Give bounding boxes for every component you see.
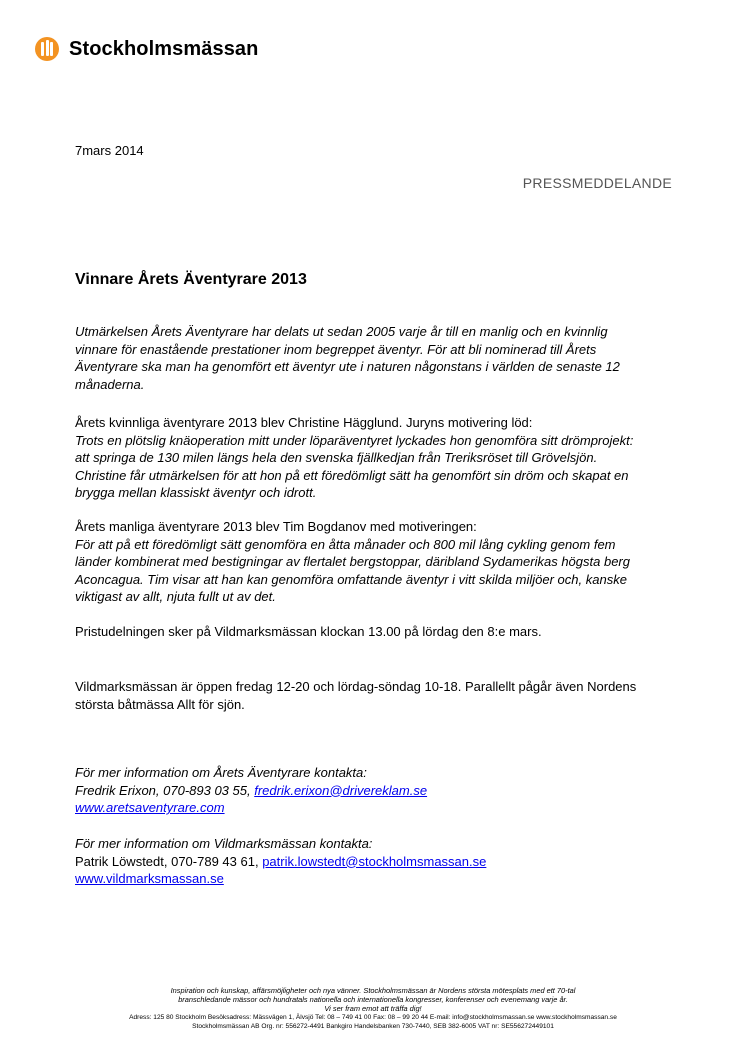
logo	[35, 37, 258, 61]
contact-web	[75, 870, 675, 888]
male-winner-paragraph	[75, 518, 675, 606]
contact-heading: För mer information om Vildmarksmässan kontakta:	[75, 836, 373, 851]
footer	[0, 986, 746, 1031]
logo-text: Stockholmsmässan	[69, 37, 259, 60]
text-line: Äventyrare ska man ha genomfört ett äventyr ute i naturen någonstans i världen de senaste 12	[75, 359, 620, 375]
footer-line: Inspiration och kunskap, affärsmöjligheter och nya vänner. Stockholmsmässan är Nordens största mötesplats med ett 70-tal	[170, 986, 576, 995]
date: 7mars 2014	[75, 143, 144, 158]
page-title: Vinnare Årets Äventyrare 2013	[75, 271, 307, 288]
text-line: Trots en plötslig knäoperation mitt under löparäventyret lyckades hon genomföra sitt drömprojekt:	[75, 432, 634, 448]
text-line: Årets manliga äventyrare 2013 blev Tim Bogdanov med motiveringen:	[75, 519, 477, 534]
text-line: största båtmässa Allt för sjön.	[75, 696, 245, 712]
contact-block-aretsaventyrare	[75, 764, 675, 817]
text-line: Vildmarksmässan är öppen fredag 12-20 och lördag-söndag 10-18. Parallellt pågår även Nordens	[75, 679, 637, 694]
website-link[interactable]: www.aretsaventyrare.com	[75, 800, 225, 816]
text-line: Årets kvinnliga äventyrare 2013 blev Christine Hägglund. Juryns motivering löd:	[75, 415, 533, 430]
opening-paragraph	[75, 678, 675, 713]
text-line: att springa de 130 milen längs hela den svenska fjällkedjan från Treriksröset till Grövelsjön.	[75, 450, 598, 466]
text-line: vinnare för enastående prestationer inom begreppet äventyr. För att bli nominerad till Årets	[75, 341, 597, 357]
footer-line: branschledande mässor och hundratals nationella och internationella kongresser, konferenser och evenemang varje år.	[178, 995, 568, 1004]
contact-heading: För mer information om Årets Äventyrare kontakta:	[75, 765, 367, 780]
contact-person	[75, 782, 675, 800]
contact-person	[75, 853, 675, 871]
text-line: Christine får utmärkelsen för att hon på ett föredömligt sätt ha genomfört sin dröm och skapat en	[75, 467, 629, 483]
footer-line: Vi ser fram emot att träffa dig!	[324, 1004, 422, 1013]
text-line: Aconcagua. Tim visar att han kan genomföra omfattande äventyr i vitt skilda miljöer och, kanske	[75, 571, 627, 587]
footer-company: Stockholmsmässan AB Org. nr: 556272-4491 Bankgiro Handelsbanken 730-7440, SEB 382-6005 VAT nr: SE556272449101	[192, 1023, 554, 1030]
email-link[interactable]: fredrik.erixon@drivereklam.se	[254, 782, 428, 798]
contact-name-phone: Patrik Löwstedt, 070-789 43 61,	[75, 853, 263, 869]
text-line: länder kombinerat med bestigningar av flertalet bergstoppar, däribland Sydamerikas högsta berg	[75, 554, 630, 570]
contact-name-phone: Fredrik Erixon, 070-893 03 55,	[75, 782, 255, 798]
contact-web	[75, 799, 675, 817]
intro-paragraph	[75, 323, 675, 393]
email-link[interactable]: patrik.lowstedt@stockholmsmassan.se	[262, 853, 487, 869]
text-line: Utmärkelsen Årets Äventyrare har delats ut sedan 2005 varje år till en manlig och en kvinnlig	[75, 324, 608, 339]
document-type: PRESSMEDDELANDE	[522, 175, 672, 191]
ceremony-paragraph: Pristudelningen sker på Vildmarksmässan klockan 13.00 på lördag den 8:e mars.	[75, 624, 542, 639]
contact-block-vildmarksmassan	[75, 835, 675, 888]
text-line: brygga mellan klassiskt äventyr och idrott.	[75, 485, 317, 501]
female-winner-paragraph	[75, 414, 675, 502]
website-link[interactable]: www.vildmarksmassan.se	[75, 871, 224, 887]
text-line: För att på ett föredömligt sätt genomföra en åtta månader och 800 mil lång cykling genom fem	[75, 536, 616, 552]
text-line: viktigast av allt, njuta fullt ut av det.	[75, 589, 276, 605]
text-line: månaderna.	[75, 376, 145, 392]
logo-icon	[35, 37, 59, 61]
footer-address: Adress: 125 80 Stockholm Besöksadress: Mässvägen 1, Älvsjö Tel: 08 – 749 41 00 Fax: 08 – 99 20 44 E-mail: info@stockholmsmassan.se www.stockholmsmassan.se	[129, 1014, 617, 1021]
